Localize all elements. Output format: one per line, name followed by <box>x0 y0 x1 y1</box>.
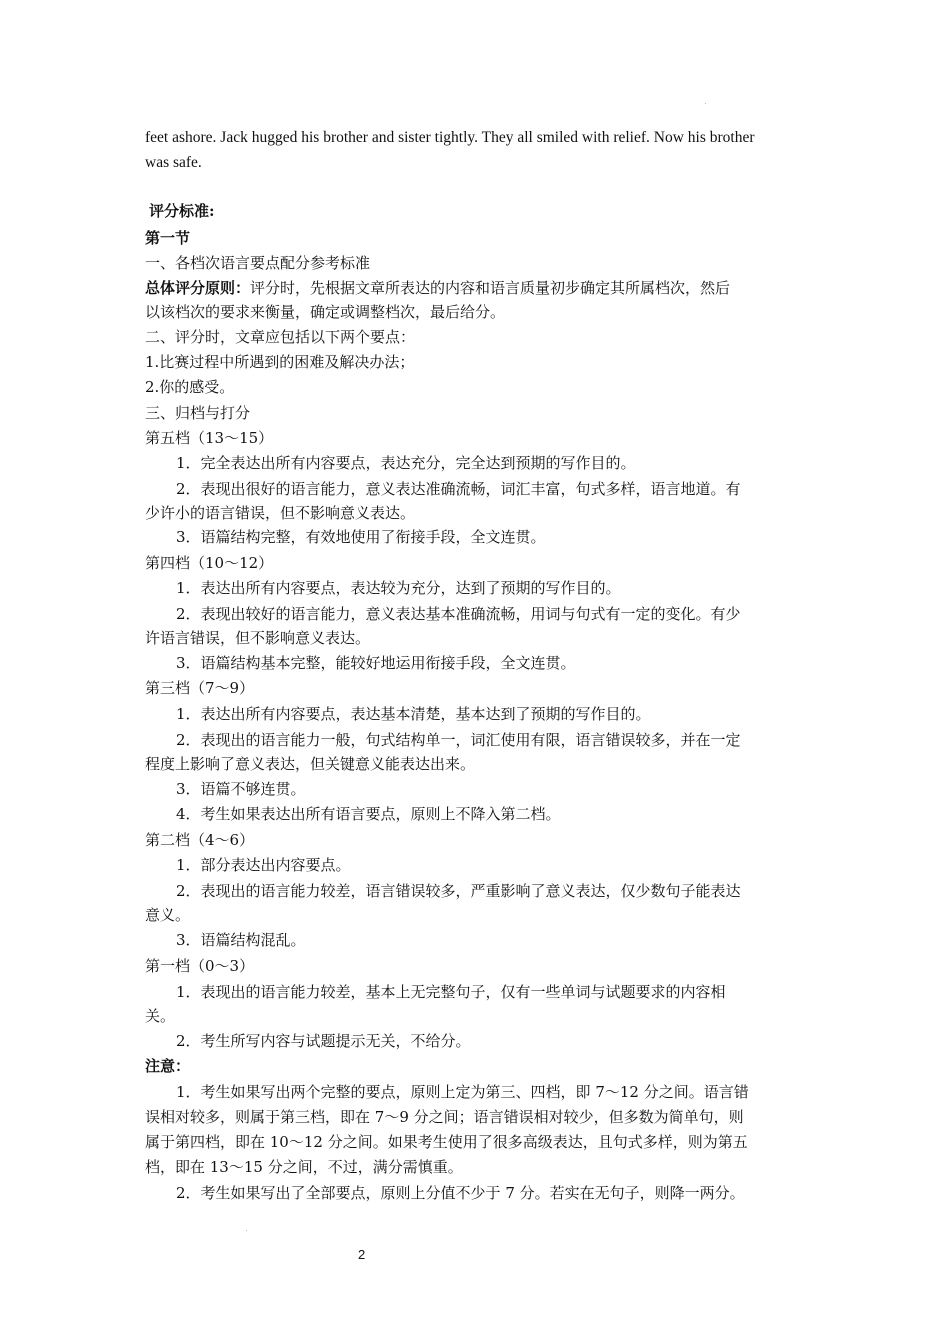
note-1-cont-3: 档，即在 13～15 分之间，不过，满分需慎重。 <box>145 1158 463 1176</box>
grade1-title: 第一档（0～3） <box>145 957 255 975</box>
grade2-criterion-3: 3．语篇结构混乱。 <box>176 931 306 949</box>
grade3-title: 第三档（7～9） <box>145 679 255 697</box>
grade4-title: 第四档（10～12） <box>145 554 274 572</box>
rubric-item-1: 一、各档次语言要点配分参考标准 <box>145 254 371 272</box>
grade2-title: 第二档（4～6） <box>145 831 255 849</box>
principle-line-1 <box>145 278 730 298</box>
grade2-criterion-2: 2．表现出的语言能力较差，语言错误较多，严重影响了意义表达，仅少数句子能表达 <box>176 882 741 900</box>
note-2: 2．考生如果写出了全部要点，原则上分值不少于 7 分。若实在无句子，则降一两分。 <box>176 1184 745 1202</box>
section-title: 第一节 <box>145 229 191 247</box>
principle-line-2: 以该档次的要求来衡量，确定或调整档次，最后给分。 <box>145 303 506 321</box>
principle-text: 评分时，先根据文章所表达的内容和语言质量初步确定其所属档次，然后 <box>250 279 731 297</box>
grade1-criterion-1-cont: 关。 <box>145 1007 176 1025</box>
story-line-1: feet ashore. Jack hugged his brother and sister tightly. They all smiled with relief. Now his brother <box>145 129 755 146</box>
note-label: 注意： <box>145 1057 191 1075</box>
scan-speck <box>246 1230 247 1231</box>
rubric-item-2: 二、评分时，文章应包括以下两个要点： <box>145 328 416 346</box>
grade5-criterion-1: 1．完全表达出所有内容要点，表达充分，完全达到预期的写作目的。 <box>176 454 636 472</box>
note-1-cont-2: 属于第四档，即在 10～12 分之间。如果考生使用了很多高级表达，且句式多样，则为第五 <box>145 1133 748 1151</box>
story-line-2: was safe. <box>145 154 202 171</box>
key-point-1: 1.比赛过程中所遇到的困难及解决办法； <box>145 353 415 371</box>
grade3-criterion-1: 1．表达出所有内容要点，表达基本清楚，基本达到了预期的写作目的。 <box>176 705 651 723</box>
rubric-heading: 评分标准: <box>149 202 215 220</box>
grade4-criterion-2-cont: 许语言错误，但不影响意义表达。 <box>145 629 371 647</box>
scan-speck <box>705 103 706 104</box>
rubric-item-3: 三、归档与打分 <box>145 404 251 422</box>
grade3-criterion-4: 4．考生如果表达出所有语言要点，原则上不降入第二档。 <box>176 805 561 823</box>
grade3-criterion-2: 2．表现出的语言能力一般，句式结构单一，词汇使用有限，语言错误较多，并在一定 <box>176 731 741 749</box>
grade1-criterion-2: 2．考生所写内容与试题提示无关，不给分。 <box>176 1032 471 1050</box>
principle-label: 总体评分原则： <box>145 279 251 297</box>
grade5-title: 第五档（13～15） <box>145 429 274 447</box>
grade4-criterion-1: 1．表达出所有内容要点，表达较为充分，达到了预期的写作目的。 <box>176 579 621 597</box>
note-1-cont-1: 误相对较多，则属于第三档，即在 7～9 分之间；语言错误相对较少，但多数为简单句，则 <box>145 1108 744 1126</box>
grade2-criterion-2-cont: 意义。 <box>145 906 191 924</box>
grade5-criterion-3: 3．语篇结构完整，有效地使用了衔接手段，全文连贯。 <box>176 528 546 546</box>
page-number: 2 <box>358 1247 366 1262</box>
note-1: 1．考生如果写出两个完整的要点，原则上定为第三、四档，即 7～12 分之间。语言错 <box>176 1083 749 1101</box>
grade1-criterion-1: 1．表现出的语言能力较差，基本上无完整句子，仅有一些单词与试题要求的内容相 <box>176 983 726 1001</box>
key-point-2: 2.你的感受。 <box>145 378 235 396</box>
grade4-criterion-2: 2．表现出较好的语言能力，意义表达基本准确流畅，用词与句式有一定的变化。有少 <box>176 605 741 623</box>
grade5-criterion-2: 2．表现出很好的语言能力，意义表达准确流畅，词汇丰富，句式多样，语言地道。有 <box>176 480 741 498</box>
grade2-criterion-1: 1．部分表达出内容要点。 <box>176 856 351 874</box>
grade5-criterion-2-cont: 少许小的语言错误，但不影响意义表达。 <box>145 504 416 522</box>
grade4-criterion-3: 3．语篇结构基本完整，能较好地运用衔接手段，全文连贯。 <box>176 654 576 672</box>
grade3-criterion-3: 3．语篇不够连贯。 <box>176 780 306 798</box>
grade3-criterion-2-cont: 程度上影响了意义表达，但关键意义能表达出来。 <box>145 755 476 773</box>
